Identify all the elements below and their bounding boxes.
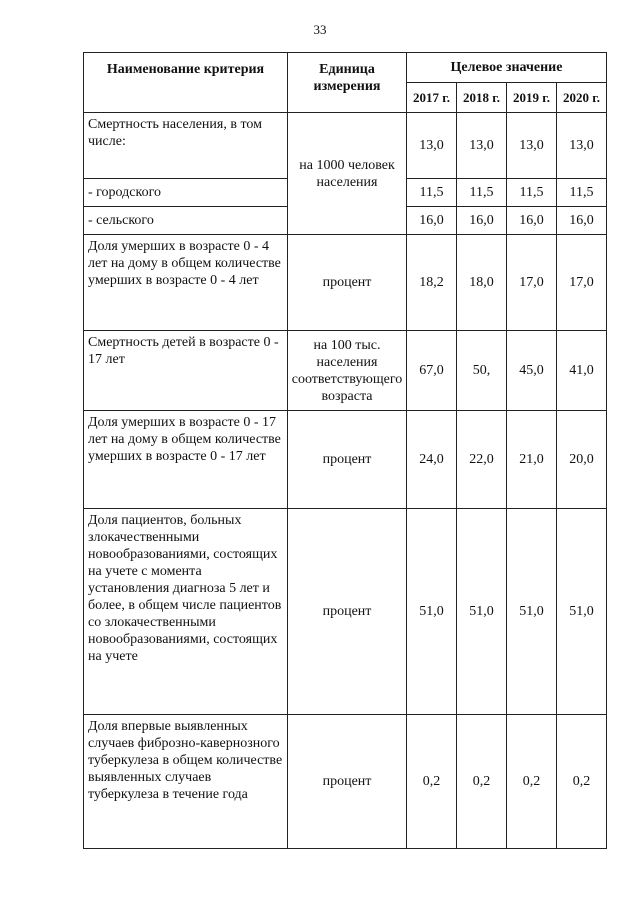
table-row: [84, 411, 607, 509]
header-unit: Единица измерения: [288, 53, 407, 113]
value-cell: 67,0: [407, 331, 457, 411]
value-cell: 16,0: [557, 207, 607, 235]
unit-cell: на 1000 человек населения: [288, 113, 407, 235]
value-cell: 11,5: [407, 179, 457, 207]
value-cell: 11,5: [557, 179, 607, 207]
value-cell: 50,: [457, 331, 507, 411]
unit-cell: процент: [288, 411, 407, 509]
header-year: 2020 г.: [557, 83, 607, 113]
value-cell: 0,2: [407, 715, 457, 849]
value-cell: 17,0: [557, 235, 607, 331]
header-year: 2017 г.: [407, 83, 457, 113]
value-cell: 18,0: [457, 235, 507, 331]
value-cell: 51,0: [507, 509, 557, 715]
table-row: [84, 509, 607, 715]
unit-cell: процент: [288, 509, 407, 715]
value-cell: 13,0: [457, 113, 507, 179]
criterion-cell: - городского: [84, 179, 288, 207]
table-row: [84, 715, 607, 849]
header-year: 2019 г.: [507, 83, 557, 113]
header-year: 2018 г.: [457, 83, 507, 113]
value-cell: 16,0: [507, 207, 557, 235]
criterion-cell: Доля пациентов, больных злокачественными новообразованиями, состоящих на учете с момента установления диагноза 5 лет и более, в общем числе пациентов со злокачественными новообразованиями, состоящих на учете: [84, 509, 288, 715]
criterion-cell: Доля впервые выявленных случаев фиброзно-кавернозного туберкулеза в общем количестве выявленных случаев туберкулеза в течение года: [84, 715, 288, 849]
value-cell: 17,0: [507, 235, 557, 331]
table-row: [84, 331, 607, 411]
value-cell: 16,0: [457, 207, 507, 235]
value-cell: 51,0: [557, 509, 607, 715]
value-cell: 41,0: [557, 331, 607, 411]
value-cell: 51,0: [407, 509, 457, 715]
criterion-cell: Доля умерших в возрасте 0 - 17 лет на дому в общем количестве умерших в возрасте 0 - 17 лет: [84, 411, 288, 509]
value-cell: 18,2: [407, 235, 457, 331]
criterion-cell: Смертность детей в возрасте 0 - 17 лет: [84, 331, 288, 411]
header-target-value: Целевое значение: [407, 53, 607, 83]
value-cell: 21,0: [507, 411, 557, 509]
unit-cell: процент: [288, 235, 407, 331]
header-criterion: Наименование критерия: [84, 53, 288, 113]
value-cell: 45,0: [507, 331, 557, 411]
value-cell: 0,2: [457, 715, 507, 849]
table-row: [84, 113, 607, 179]
value-cell: 13,0: [557, 113, 607, 179]
value-cell: 0,2: [507, 715, 557, 849]
unit-cell: на 100 тыс. населения соответствующего возраста: [288, 331, 407, 411]
value-cell: 13,0: [407, 113, 457, 179]
criterion-cell: - сельского: [84, 207, 288, 235]
value-cell: 24,0: [407, 411, 457, 509]
table-row: [84, 235, 607, 331]
page-number: 33: [313, 22, 327, 37]
value-cell: 16,0: [407, 207, 457, 235]
criteria-table: [83, 52, 607, 849]
value-cell: 22,0: [457, 411, 507, 509]
criterion-cell: Смертность населения, в том числе:: [84, 113, 288, 179]
value-cell: 20,0: [557, 411, 607, 509]
value-cell: 0,2: [557, 715, 607, 849]
value-cell: 51,0: [457, 509, 507, 715]
value-cell: 11,5: [507, 179, 557, 207]
value-cell: 13,0: [507, 113, 557, 179]
criterion-cell: Доля умерших в возрасте 0 - 4 лет на дому в общем количестве умерших в возрасте 0 - 4 лет: [84, 235, 288, 331]
unit-cell: процент: [288, 715, 407, 849]
value-cell: 11,5: [457, 179, 507, 207]
